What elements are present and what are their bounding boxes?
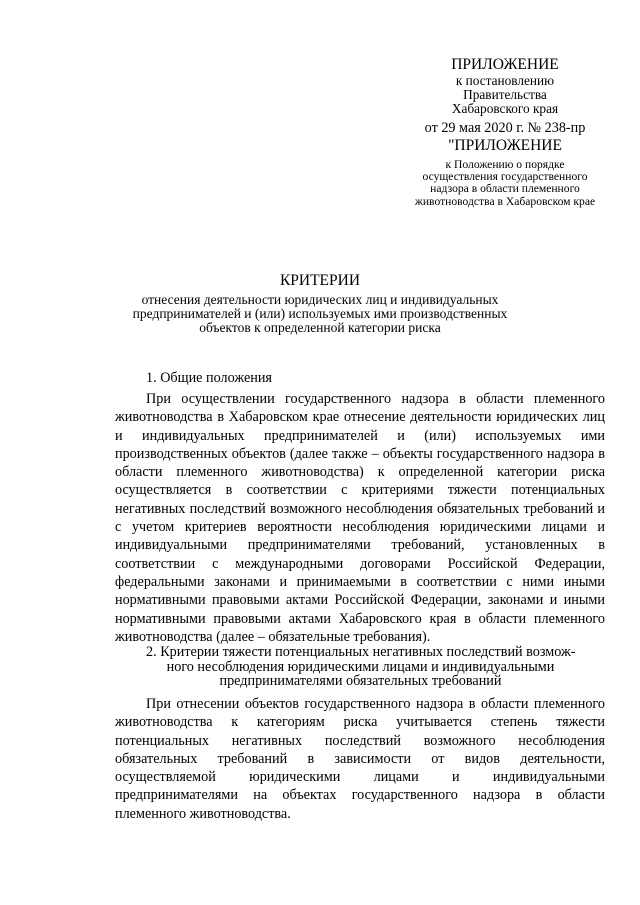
document-subtitle xyxy=(130,293,510,336)
approval-line-2: Правительства xyxy=(463,87,547,103)
section-2-heading-line-2: ного несоблюдения юридическими лицами и индивидуальными xyxy=(166,658,555,675)
section-2-paragraph: При отнесении объектов государственного надзора в области племенного животноводства к категориям риска учитывается степень тяжести потенциальных негативных последствий возможного несоблюдения обязательных требований в зависимости от видов деятельности, осуществляемой юридическими лицами и индивидуальными предпринимателями на объектах государственного надзора в области племенного животноводства. xyxy=(115,696,605,822)
approval-line-1: к постановлению xyxy=(455,73,555,88)
section-2-heading-line-1: 2. Критерии тяжести потенциальных негативных последствий возмож- xyxy=(146,644,576,660)
approval-sub-4: животноводства в Хабаровском крае xyxy=(414,194,596,208)
approval-title: ПРИЛОЖЕНИЕ xyxy=(451,56,559,73)
approval-block xyxy=(392,56,618,208)
subtitle-line-3: объектов к определенной категории риска xyxy=(199,320,441,336)
document-title: КРИТЕРИИ xyxy=(279,272,361,289)
subtitle-line-2: предпринимателей и (или) используемых ими производственных xyxy=(132,306,508,322)
approval-sub-2: осуществления государственного xyxy=(422,170,588,184)
section-1-paragraph: При осуществлении государственного надзора в области племенного животноводства в Хабаровском крае отнесение деятельности юридических лиц и индивидуальных предпринимателей и (или) используемых ими производственных объектов (далее также – объекты государственного надзора в области племенного животноводства) к определенной категории риска осуществляется в соответствии с критериями тяжести потенциальных негативных последствий возможного несоблюдения обязательных требований и с учетом критериев вероятности несоблюдения юридическими лицами и индивидуальными предпринимателями требований, установленных в соответствии с международными договорами Российской Федерации, федеральными законами и принимаемыми в соответствии с ними иными нормативными правовыми актами Российской Федерации, законами и иными нормативными правовыми актами Хабаровского края в области племенного животноводства (далее – обязательные требования). xyxy=(115,391,605,645)
section-2-heading-line-3: предпринимателями обязательных требований xyxy=(219,673,502,689)
subtitle-line-1: отнесения деятельности юридических лиц и индивидуальных xyxy=(141,292,499,307)
approval-sub-1: к Положению о порядке xyxy=(445,157,565,171)
section-1-heading: 1. Общие положения xyxy=(146,370,272,386)
approval-line-3: Хабаровского края xyxy=(451,101,559,117)
approval-sub-3: надзора в области племенного xyxy=(430,182,580,196)
section-2-heading xyxy=(146,645,606,689)
approval-date: от 29 мая 2020 г. № 238-пр xyxy=(424,119,586,136)
approval-title-2: "ПРИЛОЖЕНИЕ xyxy=(448,136,562,154)
